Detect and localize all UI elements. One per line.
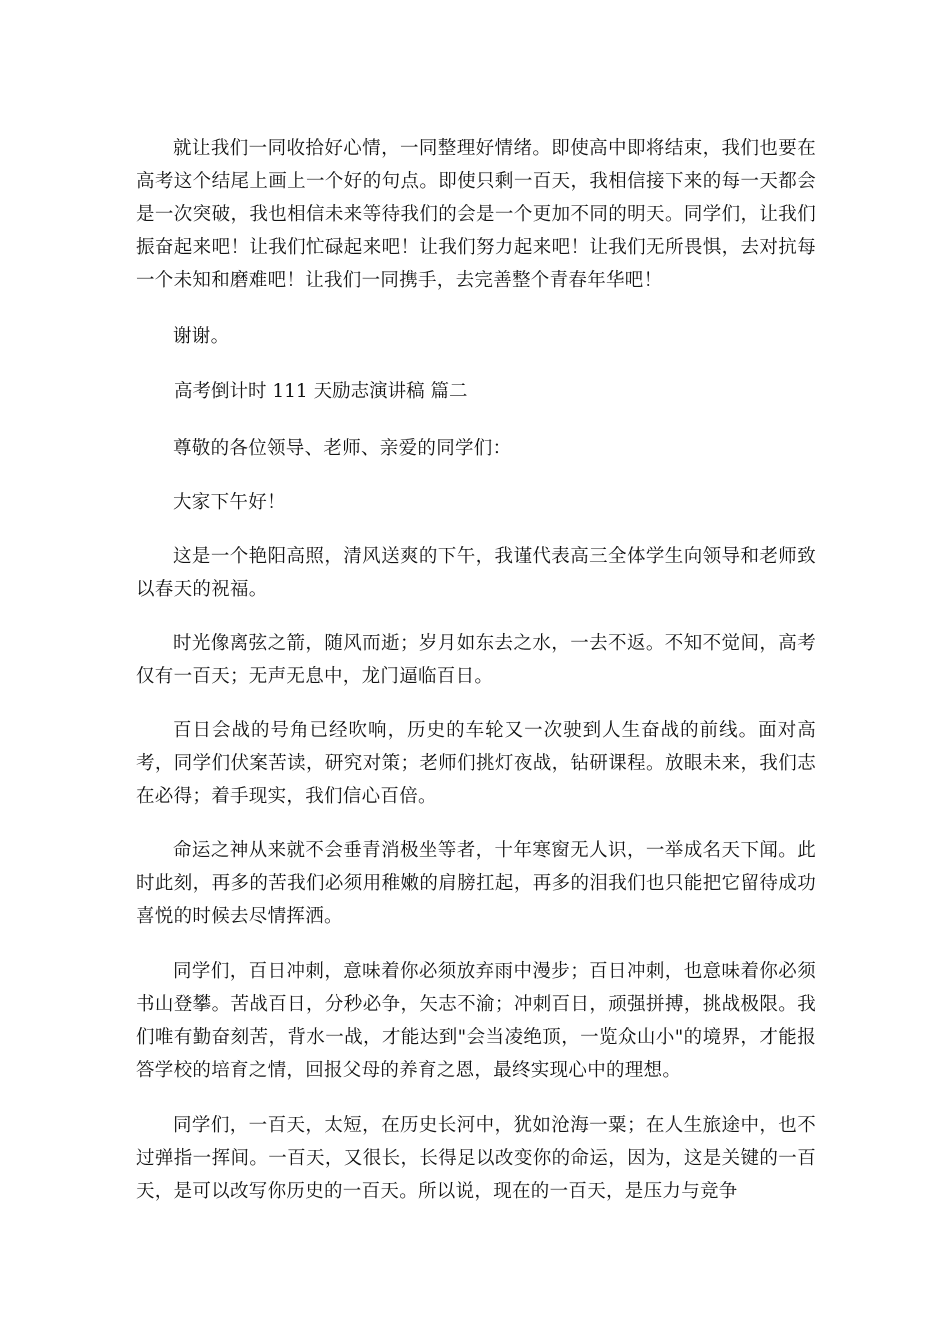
speech-paragraph: 百日会战的号角已经吹响，历史的车轮又一次驶到人生奋战的前线。面对高考，同学们伏案苦读，研究对策；老师们挑灯夜战，钻研课程。放眼未来，我们志在必得；着手现实，我们信心百倍。 [136, 720, 816, 807]
closing-paragraph: 就让我们一同收拾好心情，一同整理好情绪。即使高中即将结束，我们也要在高考这个结尾上画上一个好的句点。即使只剩一百天，我相信接下来的每一天都会是一次突破，我也相信未来等待我们的会是一个更加不同的明天。同学们，让我们振奋起来吧！让我们忙碌起来吧！让我们努力起来吧！让我们无所畏惧，去对抗每一个未知和磨难吧！让我们一同携手，去完善整个青春年华吧！ [136, 138, 816, 291]
section-title: 高考倒计时 111 天励志演讲稿 篇二 [174, 381, 468, 402]
speech-paragraph: 时光像离弦之箭，随风而逝；岁月如东去之水，一去不返。不知不觉间，高考仅有一百天；无声无息中，龙门逼临百日。 [136, 633, 816, 687]
speech-paragraph: 这是一个艳阳高照，清风送爽的下午，我谨代表高三全体学生向领导和老师致以春天的祝福。 [136, 546, 816, 600]
thanks-line: 谢谢。 [173, 326, 230, 347]
salutation: 尊敬的各位领导、老师、亲爱的同学们： [173, 438, 512, 459]
speech-paragraph: 命运之神从来就不会垂青消极坐等者，十年寒窗无人识，一举成名天下闻。此时此刻，再多的苦我们必须用稚嫩的肩膀扛起，再多的泪我们也只能把它留待成功喜悦的时候去尽情挥洒。 [136, 840, 816, 927]
greeting: 大家下午好！ [173, 492, 286, 513]
speech-paragraph: 同学们，百日冲刺，意味着你必须放弃雨中漫步；百日冲刺，也意味着你必须书山登攀。苦战百日，分秒必争，矢志不渝；冲刺百日，顽强拼搏，挑战极限。我们唯有勤奋刻苦，背水一战，才能达到"会当凌绝顶，一览众山小"的境界，才能报答学校的培育之情，回报父母的养育之恩，最终实现心中的理想。 [136, 961, 816, 1081]
speech-paragraph: 同学们，一百天，太短，在历史长河中，犹如沧海一粟；在人生旅途中，也不过弹指一挥间。一百天，又很长，长得足以改变你的命运，因为，这是关键的一百天，是可以改写你历史的一百天。所以说，现在的一百天，是压力与竞争 [136, 1115, 816, 1202]
